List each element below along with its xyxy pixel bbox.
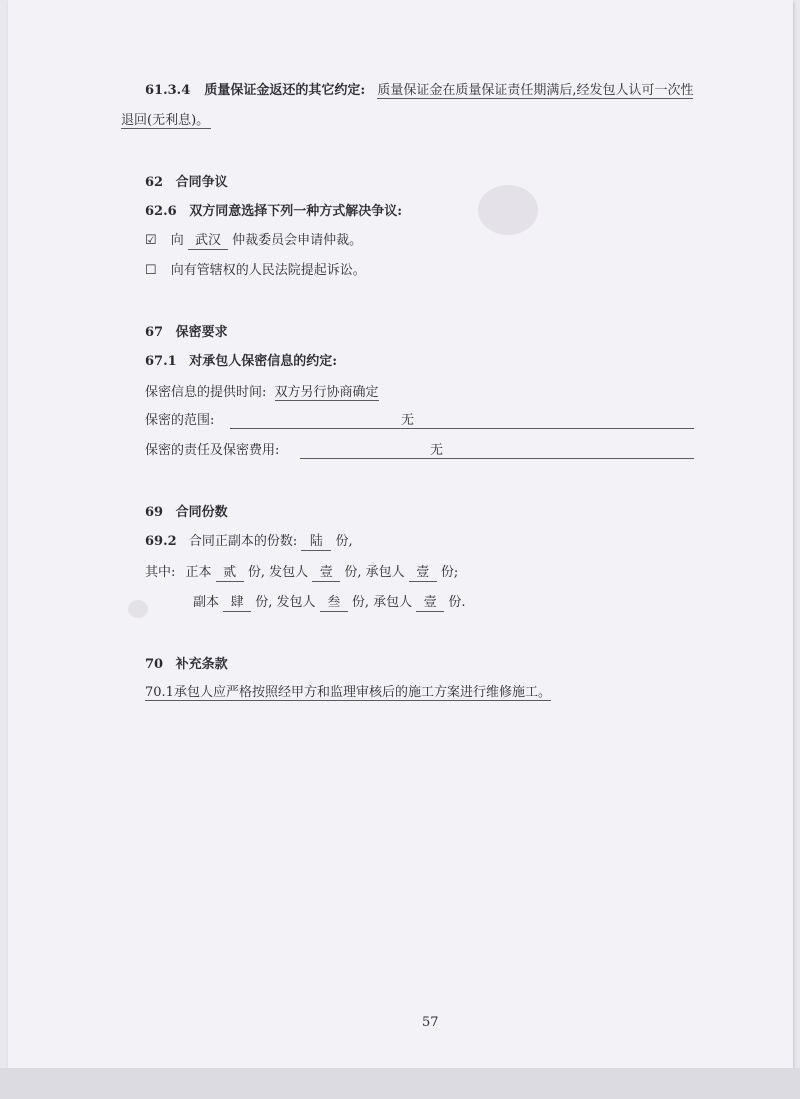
clause-61-3-4-cont: [121, 113, 211, 129]
section-number: 70: [145, 657, 164, 672]
copies-contractor-field: 壹: [416, 595, 444, 612]
section-title: 保密要求: [175, 325, 228, 340]
liability-underline: [300, 458, 694, 459]
clause-title: 对承包人保密信息的约定:: [189, 354, 338, 369]
confidential-time-row: [145, 385, 379, 401]
clause-title: 双方同意选择下列一种方式解决争议:: [189, 204, 403, 219]
confidential-liability-row: [145, 443, 279, 459]
scope-underline: [230, 428, 694, 429]
originals-count-field: 贰: [216, 565, 244, 582]
originals-row: [145, 565, 458, 582]
section-62-heading: [145, 175, 228, 191]
option-text: 向有管辖权的人民法院提起诉讼。: [170, 263, 366, 278]
field-label: 保密信息的提供时间:: [145, 385, 267, 400]
confidential-time-value: 双方另行协商确定: [274, 385, 379, 400]
confidential-scope-value: 无: [401, 413, 415, 428]
copies-count-field: 陆: [301, 534, 331, 551]
copies-employer-field: 叁: [320, 595, 348, 612]
confidential-scope-row: [145, 413, 214, 429]
clause-number: 61.3.4: [145, 83, 191, 98]
contractor-label: 份, 承包人: [344, 565, 405, 580]
clause-number: 62.6: [145, 204, 177, 219]
clause-70-1: [145, 685, 551, 701]
section-number: 62: [145, 175, 164, 190]
originals-label: 正本: [185, 565, 212, 580]
scan-bottom-edge: [0, 1068, 800, 1099]
document-page: [8, 0, 793, 1068]
qizhong-label: 其中:: [145, 565, 176, 580]
option-prefix: 向: [170, 233, 184, 248]
clause-value-line1: 质量保证金在质量保证责任期满后,经发包人认可一次性: [377, 83, 694, 98]
option-arbitration: [145, 233, 362, 250]
section-67-heading: [145, 325, 228, 341]
section-number: 67: [145, 325, 164, 340]
clause-label: 质量保证金返还的其它约定:: [204, 83, 366, 98]
clause-69-2: [145, 534, 353, 551]
checked-checkbox-icon: ☑: [145, 233, 157, 248]
clause-67-1: [145, 354, 337, 370]
originals-employer-field: 壹: [312, 565, 340, 582]
row-end: 份.: [448, 595, 466, 610]
confidential-liability-value: 无: [430, 443, 444, 458]
originals-contractor-field: 壹: [409, 565, 437, 582]
section-title: 补充条款: [175, 657, 228, 672]
empty-checkbox-icon: ☐: [145, 263, 157, 278]
clause-number: 67.1: [145, 354, 177, 369]
employer-label: 份, 发包人: [255, 595, 316, 610]
copies-label: 副本: [193, 595, 220, 610]
clause-number: 69.2: [145, 534, 177, 549]
section-title: 合同争议: [175, 175, 228, 190]
section-title: 合同份数: [175, 505, 228, 520]
row-end: 份;: [440, 565, 459, 580]
clause-61-3-4: [145, 83, 693, 99]
scan-smudge: [128, 600, 148, 618]
copies-row: [193, 595, 466, 612]
page-number: 57: [422, 1015, 439, 1030]
supplementary-item: 70.1承包人应严格按照经甲方和监理审核后的施工方案进行维修施工。: [145, 685, 551, 700]
copies-count-field: 肆: [223, 595, 251, 612]
scan-smudge: [478, 185, 538, 235]
contractor-label: 份, 承包人: [351, 595, 413, 610]
option-suffix: 仲裁委员会申请仲裁。: [232, 233, 363, 248]
section-number: 69: [145, 505, 164, 520]
unit-text: 份,: [335, 534, 353, 549]
section-70-heading: [145, 657, 228, 673]
employer-label: 份, 发包人: [247, 565, 309, 580]
field-label: 保密的责任及保密费用:: [145, 443, 280, 458]
option-court: [145, 263, 366, 279]
arbitration-city-field: 武汉: [188, 233, 228, 250]
clause-value-line2: 退回(无利息)。: [121, 113, 210, 128]
clause-62-6: [145, 204, 402, 220]
copies-count-label: 合同正副本的份数:: [188, 534, 298, 549]
field-label: 保密的范围:: [145, 413, 215, 428]
section-69-heading: [145, 505, 228, 521]
